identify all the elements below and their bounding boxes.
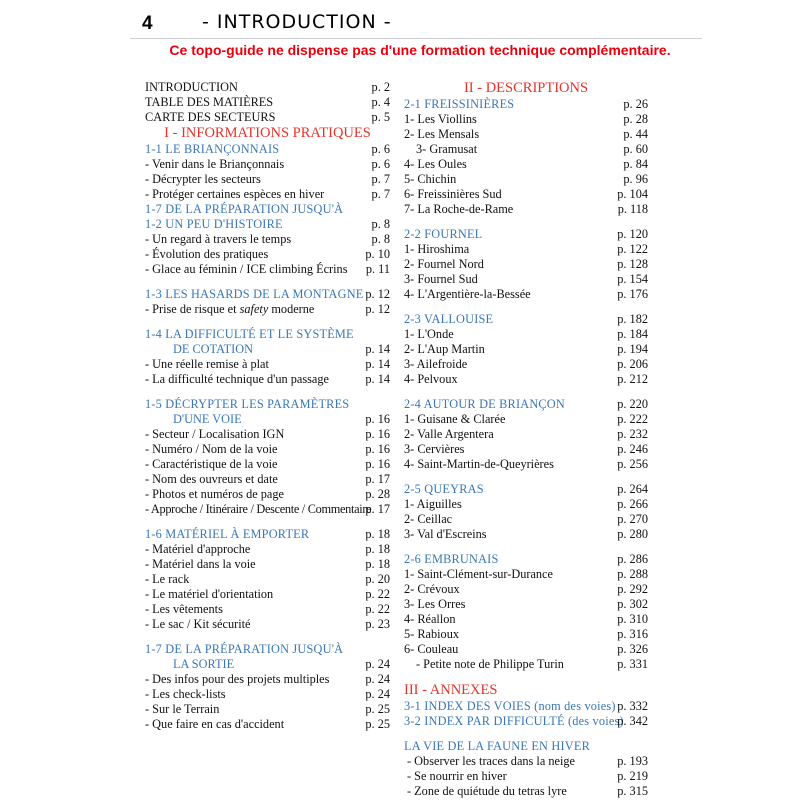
toc-left-column (145, 80, 390, 732)
section-heading-1-5[interactable]: 1-5 DÉCRYPTER LES PARAMÈTRES (145, 397, 350, 411)
part-heading-descriptions: II - DESCRIPTIONS (463, 80, 589, 96)
toc-entry[interactable]: - Matériel d'approche p. 18 (145, 542, 390, 556)
toc-entry[interactable]: - Les check-lists p. 24 (145, 687, 390, 701)
toc-entry[interactable]: - Approche / Itinéraire / Descente / Commentaire p. 17 (145, 502, 390, 516)
toc-entry[interactable]: - Des infos pour des projets multiples p. 24 (145, 672, 390, 686)
toc-entry[interactable]: 1- Aiguilles p. 266 (404, 497, 648, 511)
section-heading-1-7[interactable]: 1-7 DE LA PRÉPARATION JUSQU'À (145, 642, 344, 656)
toc-entry[interactable]: 1- L'Onde p. 184 (404, 327, 648, 341)
warning-subtitle: Ce topo-guide ne dispense pas d'une formation technique complémentaire. (169, 42, 671, 58)
toc-entry[interactable]: 2- Les Mensals p. 44 (404, 127, 648, 141)
section-heading-2-1[interactable]: 2-1 FREISSINIÈRES p. 26 (404, 97, 648, 111)
toc-entry[interactable]: - Le rack p. 20 (145, 572, 390, 586)
section-heading-2-6[interactable]: 2-6 EMBRUNAIS p. 286 (404, 552, 648, 566)
toc-entry[interactable]: 3- Val d'Escreins p. 280 (404, 527, 648, 541)
toc-entry[interactable]: 1- Saint-Clément-sur-Durance p. 288 (404, 567, 648, 581)
section-heading-1-2[interactable]: 1-2 UN PEU D'HISTOIRE p. 8 (145, 217, 390, 231)
toc-entry[interactable]: - Le sac / Kit sécurité p. 23 (145, 617, 390, 631)
toc-entry[interactable]: - Que faire en cas d'accident p. 25 (145, 717, 390, 731)
chapter-title: - INTRODUCTION - (202, 11, 392, 33)
toc-entry[interactable]: - Glace au féminin / ICE climbing Écrins p. 11 (145, 262, 390, 276)
spacer (404, 542, 648, 552)
toc-entry[interactable]: - Se nourrir en hiver p. 219 (407, 769, 648, 783)
toc-entry[interactable]: 3- Fournel Sud p. 154 (404, 272, 648, 286)
toc-entry[interactable]: - Petite note de Philippe Turin p. 331 (416, 657, 648, 671)
toc-entry[interactable]: - Caractéristique de la voie p. 16 (145, 457, 390, 471)
toc-entry[interactable]: 4- Pelvoux p. 212 (404, 372, 648, 386)
section-heading-1-1[interactable]: 1-1 LE BRIANÇONNAIS p. 6 (145, 142, 390, 156)
toc-right-column (404, 80, 648, 799)
page-header (130, 8, 700, 38)
toc-entry[interactable]: 3- Ailefroide p. 206 (404, 357, 648, 371)
toc-entry[interactable]: 3- Cervières p. 246 (404, 442, 648, 456)
part-heading-annexes: III - ANNEXES (404, 682, 498, 698)
toc-entry[interactable]: 1- Hiroshima p. 122 (404, 242, 648, 256)
part-heading-informations-pratiques: I - INFORMATIONS PRATIQUES (164, 125, 371, 141)
section-heading-1-4-cont[interactable]: DE COTATION p. 14 (173, 342, 390, 356)
spacer (404, 672, 648, 682)
toc-entry[interactable]: - Matériel dans la voie p. 18 (145, 557, 390, 571)
toc-entry[interactable]: - Zone de quiétude du tetras lyre p. 315 (407, 784, 648, 798)
toc-entry[interactable]: - Numéro / Nom de la voie p. 16 (145, 442, 390, 456)
section-heading-1-3[interactable]: 1-3 LES HASARDS DE LA MONTAGNE p. 12 (145, 287, 390, 301)
toc-entry[interactable]: 2- Ceillac p. 270 (404, 512, 648, 526)
section-heading-2-3[interactable]: 2-3 VALLOUISE p. 182 (404, 312, 648, 326)
toc-entry[interactable]: - Les vêtements p. 22 (145, 602, 390, 616)
toc-entry-carte-des-secteurs[interactable]: CARTE DES SECTEURS p. 5 (145, 110, 390, 124)
toc-entry[interactable]: 4- L'Argentière-la-Bessée p. 176 (404, 287, 648, 301)
toc-entry[interactable]: 2- Fournel Nord p. 128 (404, 257, 648, 271)
section-heading-1-7-cont[interactable]: LA SORTIE p. 24 (173, 657, 390, 671)
toc-entry[interactable]: 3- Gramusat p. 60 (416, 142, 648, 156)
toc-entry-table-des-matieres[interactable]: TABLE DES MATIÈRES p. 4 (145, 95, 390, 109)
toc-entry[interactable]: 1- Guisane & Clarée p. 222 (404, 412, 648, 426)
section-heading-2-2[interactable]: 2-2 FOURNEL p. 120 (404, 227, 648, 241)
toc-entry[interactable]: - Le matériel d'orientation p. 22 (145, 587, 390, 601)
toc-entry[interactable]: - Sur le Terrain p. 25 (145, 702, 390, 716)
spacer (404, 729, 648, 739)
spacer (404, 472, 648, 482)
page-number: 4 (142, 13, 153, 34)
section-heading-1-7-overlay: 1-7 DE LA PRÉPARATION JUSQU'À (145, 202, 344, 216)
toc-entry[interactable]: - Secteur / Localisation IGN p. 16 (145, 427, 390, 441)
spacer (145, 387, 390, 397)
section-heading-1-5-cont[interactable]: D'UNE VOIE p. 16 (173, 412, 390, 426)
toc-entry[interactable]: 1- Les Viollins p. 28 (404, 112, 648, 126)
toc-entry[interactable]: 6- Freissinières Sud p. 104 (404, 187, 648, 201)
toc-entry[interactable]: 7- La Roche-de-Rame p. 118 (404, 202, 648, 216)
toc-entry[interactable]: - Observer les traces dans la neige p. 193 (407, 754, 648, 768)
section-heading-faune[interactable]: LA VIE DE LA FAUNE EN HIVER (404, 739, 590, 753)
toc-entry[interactable]: - Protéger certaines espèces en hiver p. 7 (145, 187, 390, 201)
spacer (145, 632, 390, 642)
toc-entry[interactable]: - Une réelle remise à plat p. 14 (145, 357, 390, 371)
section-heading-1-6[interactable]: 1-6 MATÉRIEL À EMPORTER p. 18 (145, 527, 390, 541)
annex-entry-3-1[interactable]: 3-1 INDEX DES VOIES (nom des voies) p. 332 (404, 699, 648, 713)
toc-entry[interactable]: 6- Couleau p. 326 (404, 642, 648, 656)
section-heading-2-5[interactable]: 2-5 QUEYRAS p. 264 (404, 482, 648, 496)
spacer (404, 302, 648, 312)
toc-entry[interactable]: 5- Chichin p. 96 (404, 172, 648, 186)
toc-entry[interactable]: - Venir dans le Briançonnais p. 6 (145, 157, 390, 171)
annex-entry-3-2[interactable]: 3-2 INDEX PAR DIFFICULTÉ (des voies) p. 342 (404, 714, 648, 728)
toc-entry[interactable]: 2- Valle Argentera p. 232 (404, 427, 648, 441)
toc-entry[interactable]: 5- Rabioux p. 316 (404, 627, 648, 641)
spacer (145, 517, 390, 527)
toc-entry[interactable]: 4- Saint-Martin-de-Queyrières p. 256 (404, 457, 648, 471)
spacer (404, 217, 648, 227)
toc-entry[interactable]: - Évolution des pratiques p. 10 (145, 247, 390, 261)
section-heading-2-4[interactable]: 2-4 AUTOUR DE BRIANÇON p. 220 (404, 397, 648, 411)
spacer (145, 277, 390, 287)
toc-entry[interactable]: 4- Réallon p. 310 (404, 612, 648, 626)
toc-entry[interactable]: - Un regard à travers le temps p. 8 (145, 232, 390, 246)
toc-entry-introduction[interactable]: INTRODUCTION p. 2 (145, 80, 390, 94)
spacer (145, 317, 390, 327)
toc-entry[interactable]: 2- L'Aup Martin p. 194 (404, 342, 648, 356)
toc-entry[interactable]: - Décrypter les secteurs p. 7 (145, 172, 390, 186)
section-heading-1-4[interactable]: 1-4 LA DIFFICULTÉ ET LE SYSTÈME (145, 327, 354, 341)
spacer (404, 387, 648, 397)
toc-entry[interactable]: - Photos et numéros de page p. 28 (145, 487, 390, 501)
toc-entry[interactable]: - La difficulté technique d'un passage p. 14 (145, 372, 390, 386)
toc-entry[interactable]: - Prise de risque et safety moderne p. 12 (145, 302, 390, 316)
toc-entry[interactable]: 2- Crévoux p. 292 (404, 582, 648, 596)
toc-entry[interactable]: 3- Les Orres p. 302 (404, 597, 648, 611)
toc-entry[interactable]: - Nom des ouvreurs et date p. 17 (145, 472, 390, 486)
toc-entry[interactable]: 4- Les Oules p. 84 (404, 157, 648, 171)
header-divider (130, 38, 702, 39)
